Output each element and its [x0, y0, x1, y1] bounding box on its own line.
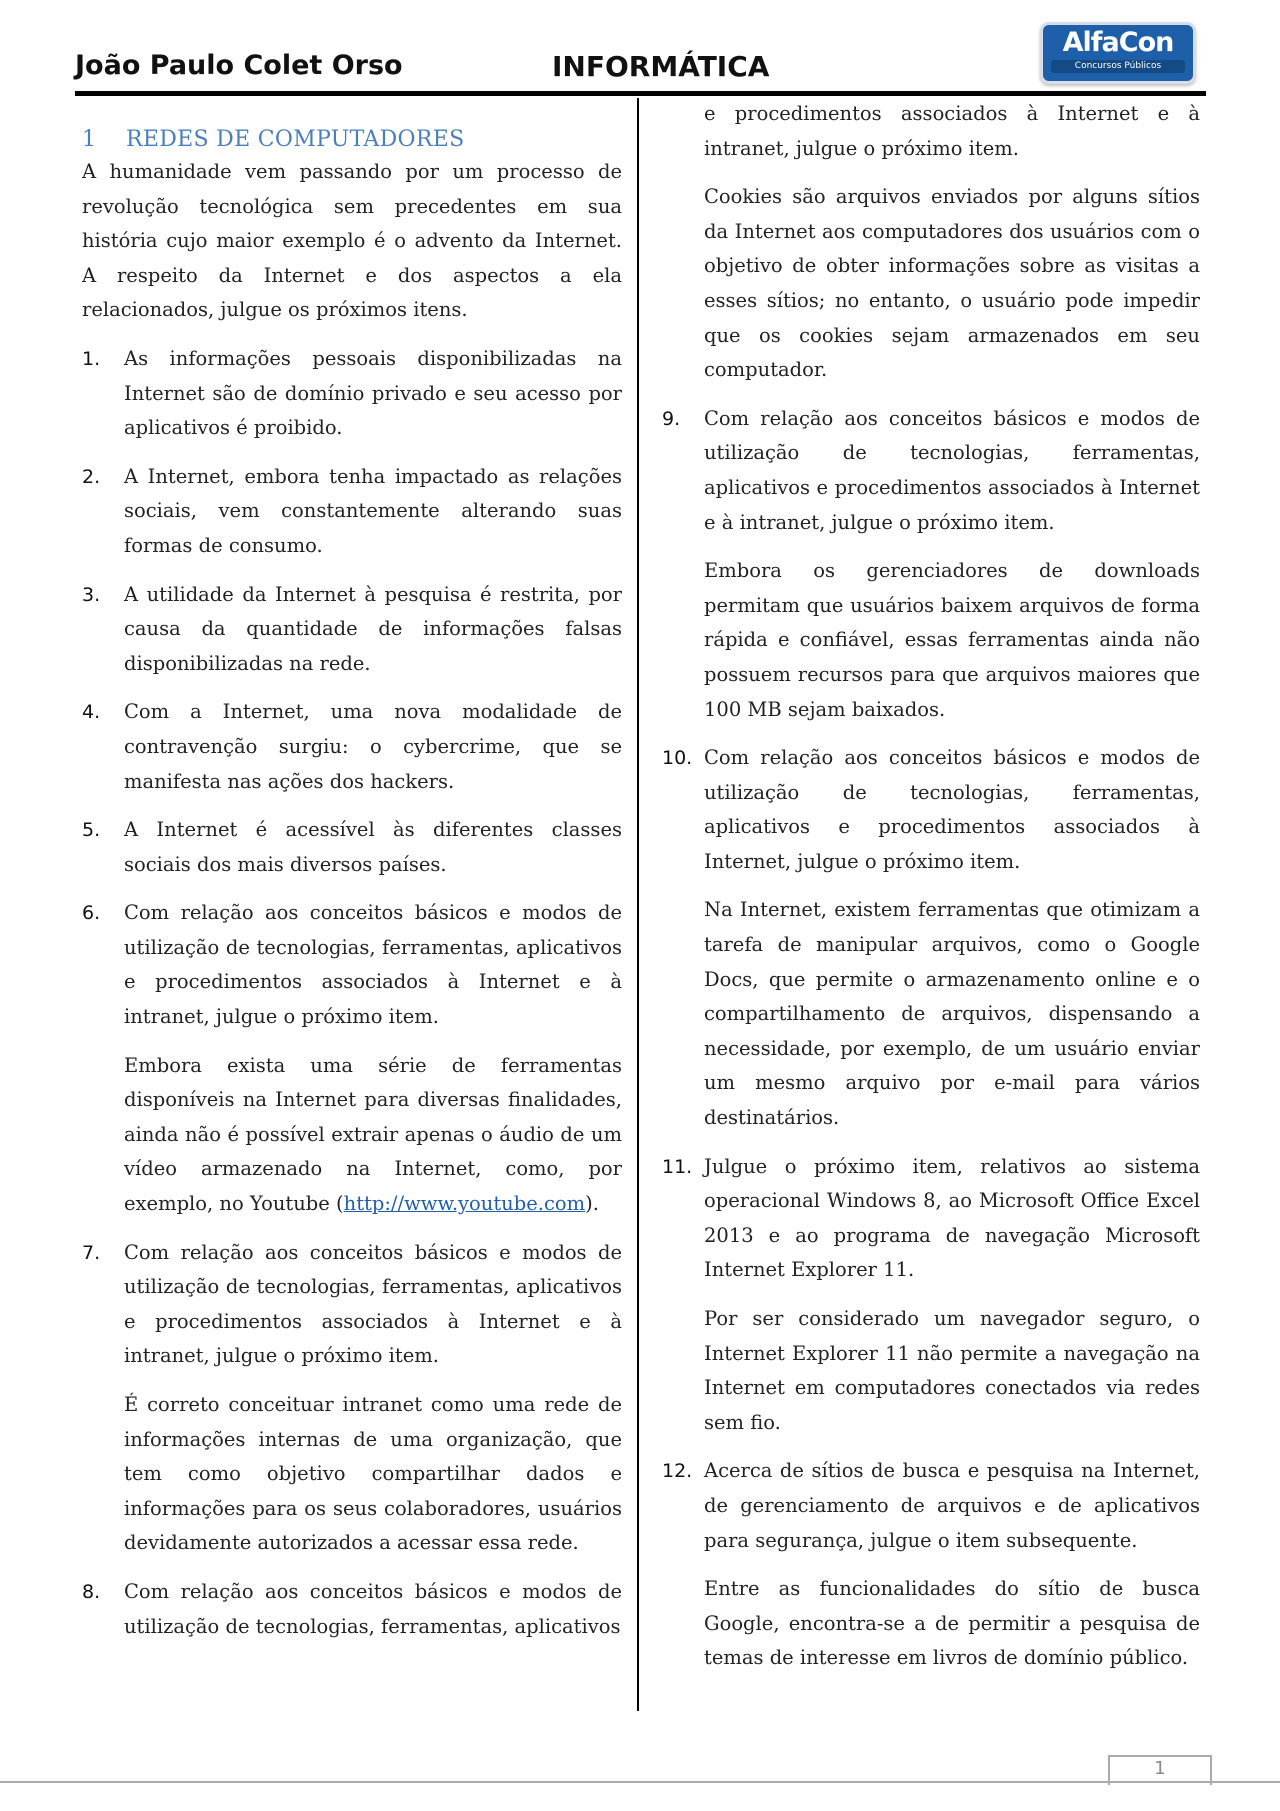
question-number: 12.: [662, 1460, 693, 1483]
question-item: [662, 1454, 1200, 1676]
question-text: Com relação aos conceitos básicos e modos de utilização de tecnologias, ferramentas, aplicativos e procedimentos associados à Internet e à intranet, julgue o próximo item.: [704, 406, 1200, 534]
question-text: Com relação aos conceitos básicos e modos de utilização de tecnologias, ferramentas, aplicativos e procedimentos associados à Internet e à intranet, julgue o próximo item.: [124, 1240, 622, 1368]
question-text: Julgue o próximo item, relativos ao sistema operacional Windows 8, ao Microsoft Office Excel 2013 e ao programa de navegação Microsoft Internet Explorer 11.: [704, 1154, 1200, 1282]
header-rule: [75, 91, 1206, 96]
logo-wordmark: AlfaCon: [1062, 27, 1174, 58]
question-item: [82, 1575, 622, 1644]
question-item: [82, 578, 622, 682]
question-statement: Por ser considerado um navegador seguro, o Internet Explorer 11 não permite a navegação na Internet em computadores conectados via redes sem fio.: [704, 1307, 1200, 1434]
question-text: A Internet é acessível às diferentes classes sociais dos mais diversos países.: [124, 818, 622, 876]
question-number: 3.: [82, 583, 101, 606]
question-number: 8.: [82, 1580, 101, 1603]
question-number: 10.: [662, 747, 693, 770]
logo-tagline: Concursos Públicos: [1051, 60, 1185, 73]
question-text: Com relação aos conceitos básicos e modos de utilização de tecnologias, ferramentas, aplicativos: [124, 1579, 622, 1638]
section-intro: A humanidade vem passando por um processo de revolução tecnológica sem precedentes em sua história cujo maior exemplo é o advento da Internet. A respeito da Internet e dos aspectos a ela relacionados, julgue os próximos itens.: [82, 160, 622, 322]
question-statement: Entre as funcionalidades do sítio de busca Google, encontra-se a de permitir a pesquisa de temas de interesse em livros de domínio público.: [704, 1577, 1200, 1670]
question-number: 2.: [82, 465, 101, 488]
question-number: 1.: [82, 347, 101, 370]
question-item: [82, 460, 622, 564]
question-number: 9.: [662, 407, 681, 430]
question-number: 5.: [82, 819, 101, 842]
question-item: [662, 402, 1200, 727]
question-number: 7.: [82, 1241, 101, 1264]
question-number: 11.: [662, 1155, 693, 1178]
question-statement: Embora os gerenciadores de downloads permitam que usuários baixem arquivos de forma rápida e confiável, essas ferramentas ainda não possuem recursos para que arquivos maiores que 100 MB sejam baixados.: [704, 559, 1200, 721]
question-statement: Na Internet, existem ferramentas que otimizam a tarefa de manipular arquivos, como o Google Docs, que permite o armazenamento online e o compartilhamento de arquivos, dispensando a necessidade, por exemplo, de um usuário enviar um mesmo arquivo por e-mail para vários destinatários.: [704, 898, 1200, 1130]
question-text: Acerca de sítios de busca e pesquisa na Internet, de gerenciamento de arquivos e de aplicativos para segurança, julgue o item subsequente.: [704, 1459, 1200, 1552]
section-title: REDES DE COMPUTADORES: [126, 127, 465, 152]
question-text: Com relação aos conceitos básicos e modos de utilização de tecnologias, ferramentas, aplicativos e procedimentos associados à Internet e à intranet, julgue o próximo item.: [124, 901, 622, 1029]
section-heading: [82, 123, 622, 157]
question-number: 4.: [82, 701, 101, 724]
question-item: [82, 1236, 622, 1561]
question-item: [82, 896, 622, 1221]
question-item: [82, 342, 622, 446]
footer-rule: [0, 1781, 1280, 1783]
question-statement: É correto conceituar intranet como uma rede de informações internas de uma organização, que tem como objetivo compartilhar dados e informações para os seus colaboradores, usuários devidamente autorizados a acessar essa rede.: [124, 1393, 622, 1555]
question-text: Com a Internet, uma nova modalidade de contravenção surgiu: o cybercrime, que se manifesta nas ações dos hackers.: [124, 700, 622, 793]
header-subject: INFORMÁTICA: [552, 50, 770, 83]
question-item: [82, 813, 622, 882]
question-item: [82, 695, 622, 799]
question-text-continued: e procedimentos associados à Internet e à intranet, julgue o próximo item.: [704, 102, 1200, 160]
right-column: [662, 97, 1200, 1690]
alfacon-logo: [1040, 22, 1196, 84]
page-number: 1: [1154, 1758, 1166, 1779]
question-number: 6.: [82, 902, 101, 925]
question-text: Com relação aos conceitos básicos e modos de utilização de tecnologias, ferramentas, aplicativos e procedimentos associados à Internet, julgue o próximo item.: [704, 746, 1200, 873]
left-column: [82, 123, 622, 1658]
statement-text: Embora exista uma série de ferramentas disponíveis na Internet para diversas finalidades, ainda não é possível extrair apenas o áudio de um vídeo armazenado na Internet, como, por exemplo, no Youtube: [124, 1053, 622, 1216]
question-text: As informações pessoais disponibilizadas na Internet são de domínio privado e seu acesso por aplicativos é proibido.: [124, 346, 622, 440]
question-item: [662, 741, 1200, 1136]
question-item: [662, 1150, 1200, 1441]
section-number: 1: [82, 127, 97, 152]
question-text: A Internet, embora tenha impactado as relações sociais, vem constantemente alterando suas formas de consumo.: [124, 464, 622, 557]
youtube-link[interactable]: http://www.youtube.com: [343, 1192, 586, 1216]
question-statement: Cookies são arquivos enviados por alguns sítios da Internet aos computadores dos usuários com o objetivo de obter informações sobre as visitas a esses sítios; no entanto, o usuário pode impedir que os cookies sejam armazenados em seu computador.: [704, 185, 1200, 382]
question-statement: Embora exista uma série de ferramentas disponíveis na Internet para diversas finalidades, ainda não é possível extrair apenas o áudio de um vídeo armazenado na Internet, como, por exemplo, no Youtube (http://www.youtube.com).: [124, 1053, 622, 1216]
header-author: João Paulo Colet Orso: [75, 50, 403, 81]
column-divider: [637, 98, 639, 1711]
question-text: A utilidade da Internet à pesquisa é restrita, por causa da quantidade de informações falsas disponibilizadas na rede.: [124, 582, 622, 675]
